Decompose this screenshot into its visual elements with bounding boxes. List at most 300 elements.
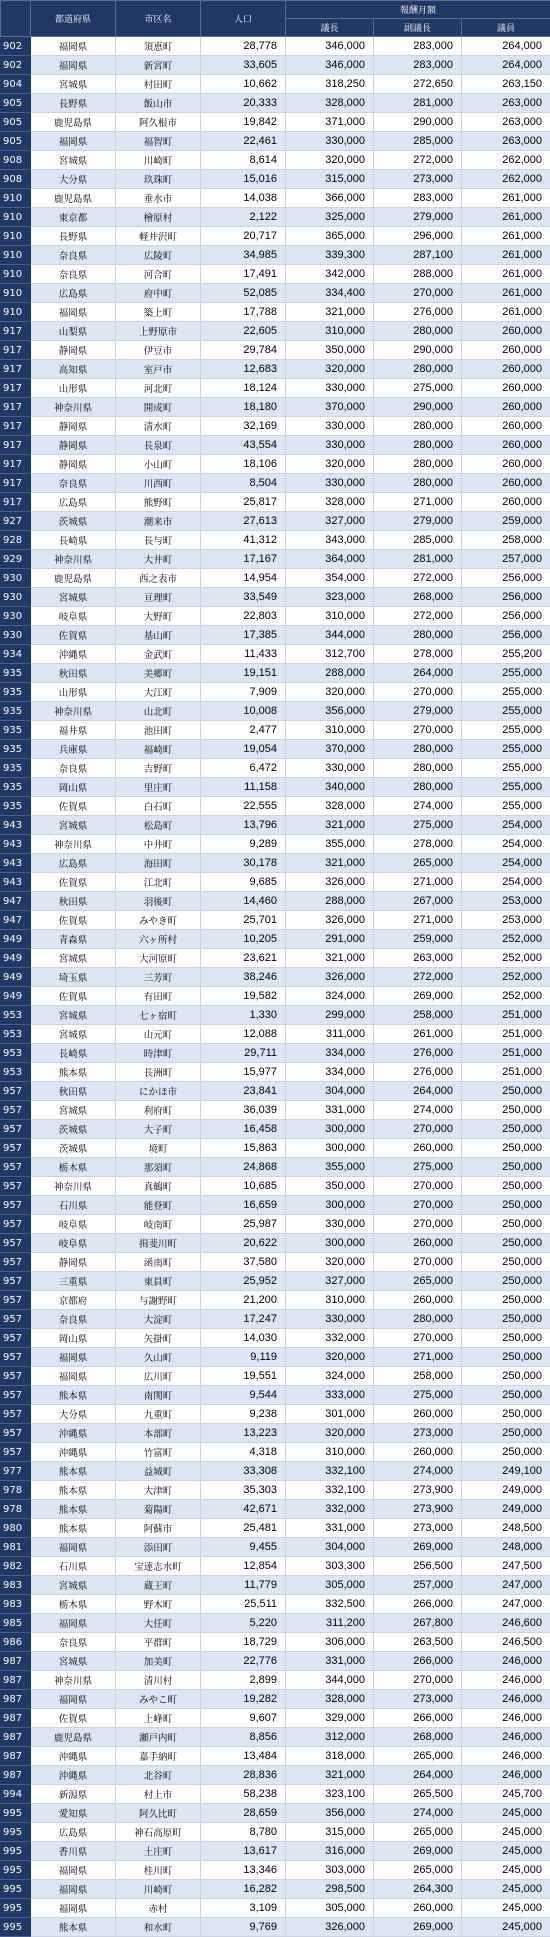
member-pay-cell: 261,000 xyxy=(462,246,550,265)
prefecture-cell: 岐阜県 xyxy=(31,607,116,626)
vice-chair-pay-cell: 258,000 xyxy=(374,1367,462,1386)
vice-chair-pay-cell: 288,000 xyxy=(374,265,462,284)
city-cell: 菊陽町 xyxy=(116,1500,201,1519)
population-cell: 19,582 xyxy=(201,987,286,1006)
population-cell: 19,054 xyxy=(201,740,286,759)
city-cell: みやこ町 xyxy=(116,1690,201,1709)
chair-pay-cell: 323,000 xyxy=(286,588,374,607)
rank-cell: 935 xyxy=(1,759,31,778)
city-cell: 築上町 xyxy=(116,303,201,322)
prefecture-cell: 福岡県 xyxy=(31,1880,116,1899)
city-cell: 添田町 xyxy=(116,1538,201,1557)
table-row xyxy=(1,1101,550,1120)
population-cell: 14,038 xyxy=(201,189,286,208)
rank-cell: 930 xyxy=(1,626,31,645)
population-cell: 15,016 xyxy=(201,170,286,189)
population-cell: 58,238 xyxy=(201,1785,286,1804)
table-row xyxy=(1,1405,550,1424)
vice-chair-pay-cell: 273,900 xyxy=(374,1500,462,1519)
table-row xyxy=(1,1804,550,1823)
member-pay-cell: 245,000 xyxy=(462,1880,550,1899)
vice-chair-pay-cell: 256,500 xyxy=(374,1557,462,1576)
city-cell: 上野原市 xyxy=(116,322,201,341)
prefecture-cell: 岡山県 xyxy=(31,1329,116,1348)
member-pay-cell: 264,000 xyxy=(462,56,550,75)
prefecture-cell: 山形県 xyxy=(31,379,116,398)
member-pay-cell: 263,150 xyxy=(462,75,550,94)
chair-pay-cell: 320,000 xyxy=(286,1253,374,1272)
member-pay-cell: 252,000 xyxy=(462,968,550,987)
population-cell: 10,008 xyxy=(201,702,286,721)
member-pay-cell: 261,000 xyxy=(462,208,550,227)
city-cell: 川崎町 xyxy=(116,151,201,170)
member-pay-cell: 255,000 xyxy=(462,721,550,740)
member-pay-cell: 262,000 xyxy=(462,170,550,189)
rank-cell: 935 xyxy=(1,797,31,816)
population-cell: 17,385 xyxy=(201,626,286,645)
rank-cell: 953 xyxy=(1,1044,31,1063)
table-row xyxy=(1,1557,550,1576)
prefecture-cell: 鹿児島県 xyxy=(31,569,116,588)
rank-cell: 977 xyxy=(1,1462,31,1481)
city-cell: 村田町 xyxy=(116,75,201,94)
member-pay-cell: 246,000 xyxy=(462,1709,550,1728)
vice-chair-pay-cell: 273,900 xyxy=(374,1481,462,1500)
vice-chair-pay-cell: 280,000 xyxy=(374,417,462,436)
chair-pay-cell: 318,000 xyxy=(286,1747,374,1766)
table-row xyxy=(1,1291,550,1310)
vice-chair-pay-cell: 275,000 xyxy=(374,1158,462,1177)
population-cell: 18,106 xyxy=(201,455,286,474)
city-cell: 七ヶ宿町 xyxy=(116,1006,201,1025)
prefecture-cell: 広島県 xyxy=(31,493,116,512)
prefecture-cell: 奈良県 xyxy=(31,474,116,493)
rank-cell: 949 xyxy=(1,987,31,1006)
chair-pay-cell: 364,000 xyxy=(286,550,374,569)
member-pay-cell: 255,000 xyxy=(462,702,550,721)
member-pay-cell: 250,000 xyxy=(462,1329,550,1348)
prefecture-cell: 埼玉県 xyxy=(31,968,116,987)
prefecture-cell: 東京都 xyxy=(31,208,116,227)
chair-pay-cell: 320,000 xyxy=(286,1348,374,1367)
member-pay-cell: 245,000 xyxy=(462,1861,550,1880)
chair-pay-cell: 316,000 xyxy=(286,1842,374,1861)
table-row xyxy=(1,455,550,474)
table-row xyxy=(1,911,550,930)
population-cell: 11,433 xyxy=(201,645,286,664)
city-cell: 江北町 xyxy=(116,873,201,892)
member-pay-cell: 245,000 xyxy=(462,1823,550,1842)
table-row xyxy=(1,474,550,493)
prefecture-cell: 佐賀県 xyxy=(31,797,116,816)
vice-chair-pay-cell: 290,000 xyxy=(374,113,462,132)
chair-pay-cell: 310,000 xyxy=(286,607,374,626)
population-cell: 28,659 xyxy=(201,1804,286,1823)
population-cell: 22,555 xyxy=(201,797,286,816)
prefecture-cell: 山形県 xyxy=(31,683,116,702)
table-row xyxy=(1,1329,550,1348)
member-pay-cell: 245,000 xyxy=(462,1899,550,1918)
vice-chair-pay-cell: 280,000 xyxy=(374,740,462,759)
prefecture-cell: 長崎県 xyxy=(31,1044,116,1063)
chair-pay-cell: 330,000 xyxy=(286,1215,374,1234)
rank-cell: 980 xyxy=(1,1519,31,1538)
city-cell: 野木町 xyxy=(116,1595,201,1614)
vice-chair-pay-cell: 274,000 xyxy=(374,1101,462,1120)
population-cell: 13,223 xyxy=(201,1424,286,1443)
city-cell: 利府町 xyxy=(116,1101,201,1120)
city-cell: 伊豆市 xyxy=(116,341,201,360)
vice-chair-pay-cell: 269,000 xyxy=(374,1842,462,1861)
vice-chair-pay-cell: 281,000 xyxy=(374,550,462,569)
vice-chair-pay-cell: 259,000 xyxy=(374,930,462,949)
member-pay-cell: 251,000 xyxy=(462,1025,550,1044)
vice-chair-pay-cell: 270,000 xyxy=(374,1329,462,1348)
population-cell: 8,504 xyxy=(201,474,286,493)
vice-chair-pay-cell: 260,000 xyxy=(374,1139,462,1158)
rank-cell: 995 xyxy=(1,1880,31,1899)
prefecture-cell: 福岡県 xyxy=(31,1690,116,1709)
table-row xyxy=(1,759,550,778)
chair-pay-cell: 321,000 xyxy=(286,1766,374,1785)
population-cell: 13,484 xyxy=(201,1747,286,1766)
table-row xyxy=(1,626,550,645)
city-cell: 府中町 xyxy=(116,284,201,303)
chair-pay-cell: 315,000 xyxy=(286,1823,374,1842)
population-cell: 25,987 xyxy=(201,1215,286,1234)
population-cell: 19,842 xyxy=(201,113,286,132)
vice-chair-pay-cell: 266,000 xyxy=(374,1652,462,1671)
city-cell: 蔵王町 xyxy=(116,1576,201,1595)
vice-chair-pay-cell: 273,000 xyxy=(374,170,462,189)
city-cell: 函南町 xyxy=(116,1253,201,1272)
table-row xyxy=(1,531,550,550)
population-cell: 25,952 xyxy=(201,1272,286,1291)
vice-chair-pay-cell: 296,000 xyxy=(374,227,462,246)
prefecture-cell: 熊本県 xyxy=(31,1519,116,1538)
city-cell: 広川町 xyxy=(116,1367,201,1386)
table-row xyxy=(1,1652,550,1671)
member-pay-cell: 260,000 xyxy=(462,436,550,455)
prefecture-cell: 奈良県 xyxy=(31,1310,116,1329)
rank-cell: 987 xyxy=(1,1690,31,1709)
rank-cell: 908 xyxy=(1,151,31,170)
table-row xyxy=(1,1158,550,1177)
chair-pay-cell: 330,000 xyxy=(286,474,374,493)
vice-chair-pay-cell: 270,000 xyxy=(374,284,462,303)
vice-chair-pay-cell: 271,000 xyxy=(374,873,462,892)
chair-pay-cell: 334,000 xyxy=(286,1044,374,1063)
city-cell: 益城町 xyxy=(116,1462,201,1481)
population-cell: 8,856 xyxy=(201,1728,286,1747)
population-cell: 25,481 xyxy=(201,1519,286,1538)
chair-pay-cell: 326,000 xyxy=(286,1918,374,1937)
rank-cell: 905 xyxy=(1,132,31,151)
table-row xyxy=(1,1215,550,1234)
city-cell: 桂川町 xyxy=(116,1861,201,1880)
member-pay-cell: 246,500 xyxy=(462,1633,550,1652)
population-cell: 14,030 xyxy=(201,1329,286,1348)
table-row xyxy=(1,1082,550,1101)
population-cell: 22,605 xyxy=(201,322,286,341)
member-pay-cell: 247,000 xyxy=(462,1576,550,1595)
population-cell: 35,303 xyxy=(201,1481,286,1500)
vice-chair-pay-cell: 265,500 xyxy=(374,1785,462,1804)
table-row xyxy=(1,1728,550,1747)
rank-cell: 930 xyxy=(1,607,31,626)
table-row xyxy=(1,1785,550,1804)
member-pay-cell: 252,000 xyxy=(462,930,550,949)
population-cell: 16,282 xyxy=(201,1880,286,1899)
population-cell: 15,977 xyxy=(201,1063,286,1082)
city-cell: 時津町 xyxy=(116,1044,201,1063)
city-cell: 池田町 xyxy=(116,721,201,740)
vice-chair-pay-cell: 269,000 xyxy=(374,987,462,1006)
vice-chair-pay-cell: 265,000 xyxy=(374,1861,462,1880)
table-row xyxy=(1,303,550,322)
member-pay-cell: 246,000 xyxy=(462,1671,550,1690)
city-cell: 中井町 xyxy=(116,835,201,854)
vice-chair-header: 副議長 xyxy=(374,19,462,37)
city-cell: 九重町 xyxy=(116,1405,201,1424)
population-cell: 9,455 xyxy=(201,1538,286,1557)
vice-chair-pay-cell: 261,000 xyxy=(374,1025,462,1044)
member-pay-cell: 251,000 xyxy=(462,1006,550,1025)
rank-cell: 957 xyxy=(1,1215,31,1234)
member-pay-cell: 252,000 xyxy=(462,949,550,968)
vice-chair-pay-cell: 278,000 xyxy=(374,645,462,664)
population-cell: 36,039 xyxy=(201,1101,286,1120)
table-row xyxy=(1,1348,550,1367)
rank-cell: 957 xyxy=(1,1101,31,1120)
prefecture-cell: 福岡県 xyxy=(31,1348,116,1367)
rank-cell: 904 xyxy=(1,75,31,94)
member-pay-cell: 260,000 xyxy=(462,417,550,436)
population-cell: 9,289 xyxy=(201,835,286,854)
rank-cell: 957 xyxy=(1,1291,31,1310)
city-cell: 村上市 xyxy=(116,1785,201,1804)
table-row xyxy=(1,75,550,94)
chair-pay-cell: 354,000 xyxy=(286,569,374,588)
city-cell: 山北町 xyxy=(116,702,201,721)
table-row xyxy=(1,1709,550,1728)
population-cell: 12,088 xyxy=(201,1025,286,1044)
prefecture-cell: 神奈川県 xyxy=(31,702,116,721)
city-cell: 小山町 xyxy=(116,455,201,474)
population-cell: 43,554 xyxy=(201,436,286,455)
chair-pay-cell: 346,000 xyxy=(286,37,374,56)
vice-chair-pay-cell: 285,000 xyxy=(374,531,462,550)
population-cell: 17,491 xyxy=(201,265,286,284)
prefecture-cell: 佐賀県 xyxy=(31,911,116,930)
table-row xyxy=(1,170,550,189)
population-cell: 3,109 xyxy=(201,1899,286,1918)
chair-pay-cell: 346,000 xyxy=(286,56,374,75)
member-pay-cell: 254,000 xyxy=(462,854,550,873)
city-cell: 開成町 xyxy=(116,398,201,417)
rank-cell: 917 xyxy=(1,474,31,493)
city-cell: 里庄町 xyxy=(116,778,201,797)
chair-pay-cell: 303,000 xyxy=(286,1861,374,1880)
member-pay-cell: 251,000 xyxy=(462,1063,550,1082)
chair-pay-cell: 365,000 xyxy=(286,227,374,246)
prefecture-cell: 神奈川県 xyxy=(31,1177,116,1196)
city-cell: 大任町 xyxy=(116,1614,201,1633)
table-row xyxy=(1,1880,550,1899)
table-row xyxy=(1,360,550,379)
chair-pay-cell: 329,000 xyxy=(286,1709,374,1728)
prefecture-cell: 広島県 xyxy=(31,284,116,303)
population-cell: 15,863 xyxy=(201,1139,286,1158)
rank-cell: 995 xyxy=(1,1804,31,1823)
vice-chair-pay-cell: 260,000 xyxy=(374,1443,462,1462)
city-cell: 大江町 xyxy=(116,683,201,702)
population-cell: 2,477 xyxy=(201,721,286,740)
prefecture-cell: 宮城県 xyxy=(31,1576,116,1595)
rank-cell: 929 xyxy=(1,550,31,569)
chair-pay-cell: 370,000 xyxy=(286,398,374,417)
population-cell: 20,333 xyxy=(201,94,286,113)
city-cell: 西之表市 xyxy=(116,569,201,588)
population-cell: 10,685 xyxy=(201,1177,286,1196)
chair-pay-cell: 328,000 xyxy=(286,797,374,816)
chair-pay-cell: 300,000 xyxy=(286,1234,374,1253)
population-cell: 33,549 xyxy=(201,588,286,607)
table-row xyxy=(1,246,550,265)
member-pay-cell: 256,000 xyxy=(462,569,550,588)
vice-chair-pay-cell: 276,000 xyxy=(374,1063,462,1082)
chair-pay-cell: 321,000 xyxy=(286,949,374,968)
table-row xyxy=(1,1120,550,1139)
prefecture-cell: 青森県 xyxy=(31,930,116,949)
prefecture-cell: 沖縄県 xyxy=(31,1443,116,1462)
member-pay-cell: 250,000 xyxy=(462,1291,550,1310)
population-cell: 30,178 xyxy=(201,854,286,873)
population-header: 人口 xyxy=(201,1,286,37)
rank-cell: 943 xyxy=(1,873,31,892)
table-row xyxy=(1,1139,550,1158)
table-row xyxy=(1,1177,550,1196)
chair-pay-cell: 356,000 xyxy=(286,702,374,721)
chair-pay-cell: 320,000 xyxy=(286,455,374,474)
vice-chair-pay-cell: 272,000 xyxy=(374,569,462,588)
prefecture-cell: 神奈川県 xyxy=(31,398,116,417)
rank-cell: 949 xyxy=(1,968,31,987)
chair-pay-cell: 328,000 xyxy=(286,94,374,113)
population-cell: 22,776 xyxy=(201,1652,286,1671)
vice-chair-pay-cell: 290,000 xyxy=(374,341,462,360)
city-cell: 新宮町 xyxy=(116,56,201,75)
member-pay-cell: 246,000 xyxy=(462,1747,550,1766)
population-cell: 22,803 xyxy=(201,607,286,626)
chair-pay-cell: 327,000 xyxy=(286,1272,374,1291)
chair-pay-cell: 326,000 xyxy=(286,873,374,892)
member-pay-cell: 258,000 xyxy=(462,531,550,550)
table-body xyxy=(1,37,550,1937)
population-cell: 25,817 xyxy=(201,493,286,512)
vice-chair-pay-cell: 283,000 xyxy=(374,37,462,56)
rank-cell: 957 xyxy=(1,1177,31,1196)
table-row xyxy=(1,816,550,835)
vice-chair-pay-cell: 265,000 xyxy=(374,1747,462,1766)
city-cell: 大井町 xyxy=(116,550,201,569)
member-pay-cell: 246,000 xyxy=(462,1728,550,1747)
rank-cell: 987 xyxy=(1,1766,31,1785)
member-pay-cell: 263,000 xyxy=(462,94,550,113)
vice-chair-pay-cell: 285,000 xyxy=(374,132,462,151)
vice-chair-pay-cell: 263,000 xyxy=(374,949,462,968)
rank-cell: 943 xyxy=(1,816,31,835)
vice-chair-pay-cell: 280,000 xyxy=(374,759,462,778)
rank-header xyxy=(1,1,31,37)
prefecture-cell: 長野県 xyxy=(31,94,116,113)
member-pay-cell: 246,600 xyxy=(462,1614,550,1633)
table-row xyxy=(1,1367,550,1386)
city-cell: 上峰町 xyxy=(116,1709,201,1728)
city-cell: 岐南町 xyxy=(116,1215,201,1234)
chair-pay-cell: 288,000 xyxy=(286,892,374,911)
member-pay-cell: 263,000 xyxy=(462,132,550,151)
chair-pay-cell: 291,000 xyxy=(286,930,374,949)
chair-pay-cell: 318,250 xyxy=(286,75,374,94)
table-row xyxy=(1,1671,550,1690)
chair-pay-cell: 340,000 xyxy=(286,778,374,797)
chair-pay-cell: 355,000 xyxy=(286,835,374,854)
prefecture-cell: 広島県 xyxy=(31,1823,116,1842)
vice-chair-pay-cell: 270,000 xyxy=(374,1177,462,1196)
rank-cell: 943 xyxy=(1,835,31,854)
chair-pay-cell: 323,100 xyxy=(286,1785,374,1804)
table-row xyxy=(1,854,550,873)
prefecture-cell: 奈良県 xyxy=(31,246,116,265)
member-pay-cell: 247,500 xyxy=(462,1557,550,1576)
prefecture-cell: 熊本県 xyxy=(31,1063,116,1082)
member-pay-cell: 250,000 xyxy=(462,1405,550,1424)
population-cell: 16,659 xyxy=(201,1196,286,1215)
member-pay-cell: 255,000 xyxy=(462,683,550,702)
rank-cell: 957 xyxy=(1,1367,31,1386)
vice-chair-pay-cell: 260,000 xyxy=(374,1234,462,1253)
chair-pay-cell: 330,000 xyxy=(286,417,374,436)
chair-pay-cell: 332,100 xyxy=(286,1462,374,1481)
vice-chair-pay-cell: 273,000 xyxy=(374,1690,462,1709)
member-pay-cell: 261,000 xyxy=(462,227,550,246)
table-row xyxy=(1,113,550,132)
city-cell: 美郷町 xyxy=(116,664,201,683)
prefecture-cell: 福井県 xyxy=(31,721,116,740)
monthly-compensation-header: 報酬月額 xyxy=(286,1,550,19)
population-cell: 29,784 xyxy=(201,341,286,360)
vice-chair-pay-cell: 269,000 xyxy=(374,1918,462,1937)
city-cell: 白石町 xyxy=(116,797,201,816)
city-cell: 久山町 xyxy=(116,1348,201,1367)
rank-cell: 957 xyxy=(1,1139,31,1158)
chair-pay-cell: 332,100 xyxy=(286,1481,374,1500)
table-row xyxy=(1,1519,550,1538)
city-cell: 大河原町 xyxy=(116,949,201,968)
rank-cell: 957 xyxy=(1,1424,31,1443)
rank-cell: 927 xyxy=(1,512,31,531)
population-cell: 20,622 xyxy=(201,1234,286,1253)
rank-cell: 987 xyxy=(1,1728,31,1747)
table-row xyxy=(1,1443,550,1462)
rank-cell: 957 xyxy=(1,1253,31,1272)
prefecture-cell: 宮城県 xyxy=(31,75,116,94)
vice-chair-pay-cell: 283,000 xyxy=(374,56,462,75)
chair-pay-cell: 311,000 xyxy=(286,1025,374,1044)
table-row xyxy=(1,56,550,75)
city-cell: 川西町 xyxy=(116,474,201,493)
